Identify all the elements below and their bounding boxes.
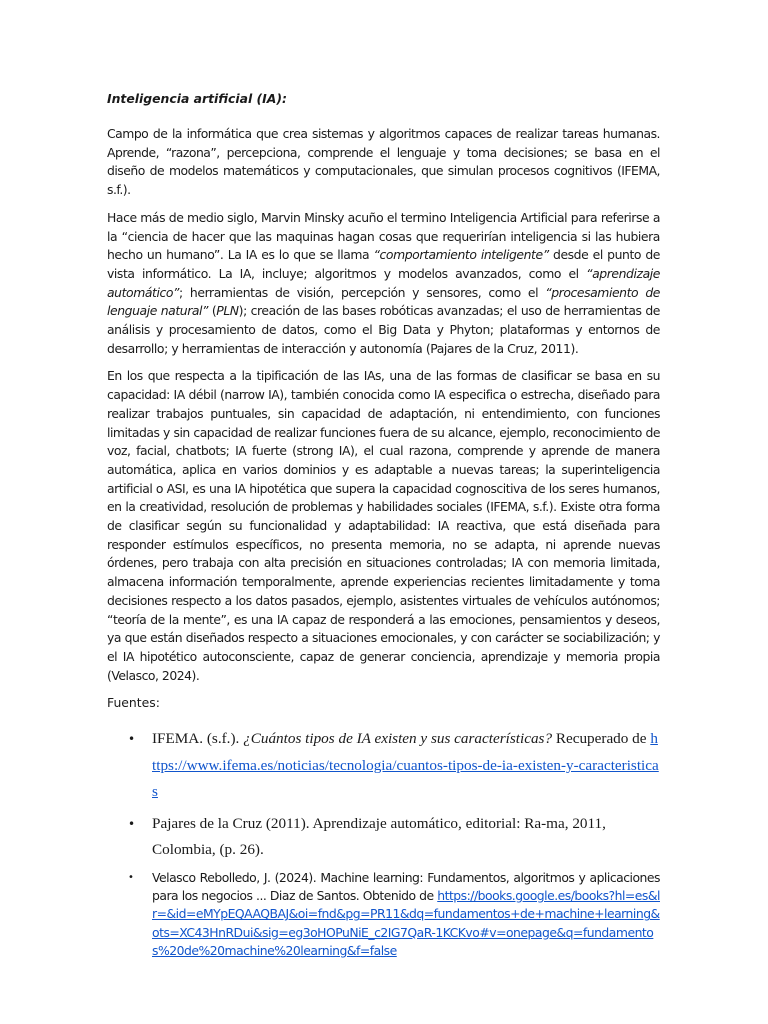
reference-link-google-books[interactable]: https://books.google.es/books?hl=es&lr=&id=eMYpEQAAQBAJ&oi=fnd&pg=PR11&dq=fundamentos+de+machine+learning&ots=XC43HnRDui&sig=eg3oHOPuNiE_c2IG7QaR-1KCKvo#v=onepage&q=fundamentos%20de%20machine%20learning&f=false xyxy=(152,888,660,959)
document-page xyxy=(107,90,660,960)
reference-item-ifema xyxy=(107,726,660,806)
paragraph-definition: Campo de la informática que crea sistemas y algoritmos capaces de realizar tareas humanas. Aprende, “razona”, percepciona, comprende el lenguaje y toma decisiones; se basa en el diseño de modelos matemáticos y computacionales, que simulan procesos cognitivos (IFEMA, s.f.). xyxy=(107,126,660,198)
bullet-icon: • xyxy=(128,732,136,747)
reference-text: IFEMA. (s.f.). xyxy=(152,730,244,748)
sources-label: Fuentes: xyxy=(107,695,160,711)
bullet-icon: • xyxy=(128,871,134,883)
italic-term-comportamiento: “comportamiento inteligente” xyxy=(373,247,549,263)
italic-term-procesamiento: “procesamiento de lenguaje natural” xyxy=(107,284,660,319)
reference-title: ¿Cuántos tipos de IA existen y sus características? xyxy=(243,730,553,748)
bullet-icon: • xyxy=(128,816,136,831)
reference-text: Pajares de la Cruz (2011). Aprendizaje automático, editorial: Ra-ma, 2011, Colombia, (p. 26). xyxy=(152,814,606,859)
reference-text: Recuperado de xyxy=(552,730,651,748)
text-run: ; herramientas de visión, percepción y sensores, como el xyxy=(179,284,546,300)
references-list xyxy=(107,726,660,960)
section-heading: Inteligencia artificial (IA): xyxy=(107,91,288,106)
italic-term-aprendizaje: “aprendizaje automático” xyxy=(107,265,660,300)
italic-term-pln: PLN xyxy=(216,303,239,319)
reference-text: Velasco Rebolledo, J. (2024). Machine learning: Fundamentos, algoritmos y aplicaciones para los negocios ... Diaz de Santos. Obtenido de xyxy=(152,869,660,904)
text-run: Hace más de medio siglo, Marvin Minsky acuño el termino Inteligencia Artificial para referirse a la “ciencia de hacer que las maquinas hagan cosas que requerirían inteligencia si las hubiera hecho un humano”. La IA es lo que se llama xyxy=(107,209,660,263)
text-run: ( xyxy=(208,303,217,319)
reference-item-pajares xyxy=(107,811,660,864)
text-run: ); creación de las bases robóticas avanzadas; el uso de herramientas de análisis y procesamiento de datos, como el Big Data y Phyton; plataformas y entornos de desarrollo; y herramientas de interacción y autonomía (Pajares de la Cruz, 2011). xyxy=(107,303,660,356)
paragraph-classification: En los que respecta a la tipificación de las IAs, una de las formas de clasificar se basa en su capacidad: IA débil (narrow IA), también conocida como IA especifica o estrecha, diseñado para realizar trabajos puntuales, sin capacidad de adaptación, ni entendimiento, con funciones limitadas y sin capacidad de realizar funciones fuera de su alcance, ejemplo, reconocimiento de voz, facial, chatbots; IA fuerte (strong IA), el cual razona, comprende y aprende de manera automática, aplica en varios dominios y es adaptable a nuevas tareas; la superinteligencia artificial o ASI, es una IA hipotética que supera la capacidad cognoscitiva de los seres humanos, en la creatividad, resolución de problemas y habilidades sociales (IFEMA, s.f.). Existe otra forma de clasificar según su funcionalidad y adaptabilidad: IA reactiva, que está diseñada para responder estímulos específicos, no presenta memoria, no se adapta, ni aprende nuevas órdenes, pero trabaja con alta precisión en situaciones controladas; IA con memoria limitada, almacena información temporalmente, aprende experiencias recientes limitadamente y toma decisiones respecto a los datos pasados, ejemplo, asistentes virtuales de vehículos autónomos; “teoría de la mente”, es una IA capaz de responderá a las emociones, pensamientos y deseos, ya que están diseñados respecto a situaciones emocionales, y con carácter se sociabilización; y el IA hipotético autoconsciente, capaz de generar conciencia, aprendizaje y memoria propia (Velasco, 2024). xyxy=(107,368,660,683)
paragraph-history xyxy=(107,209,660,359)
reference-link-ifema[interactable]: https://www.ifema.es/noticias/tecnologia/cuantos-tipos-de-ia-existen-y-caracteristicas xyxy=(152,730,659,801)
reference-item-velasco xyxy=(107,869,660,960)
text-run: desde el punto de vista informático. La IA, incluye; algoritmos y modelos avanzados, como el xyxy=(107,247,660,281)
